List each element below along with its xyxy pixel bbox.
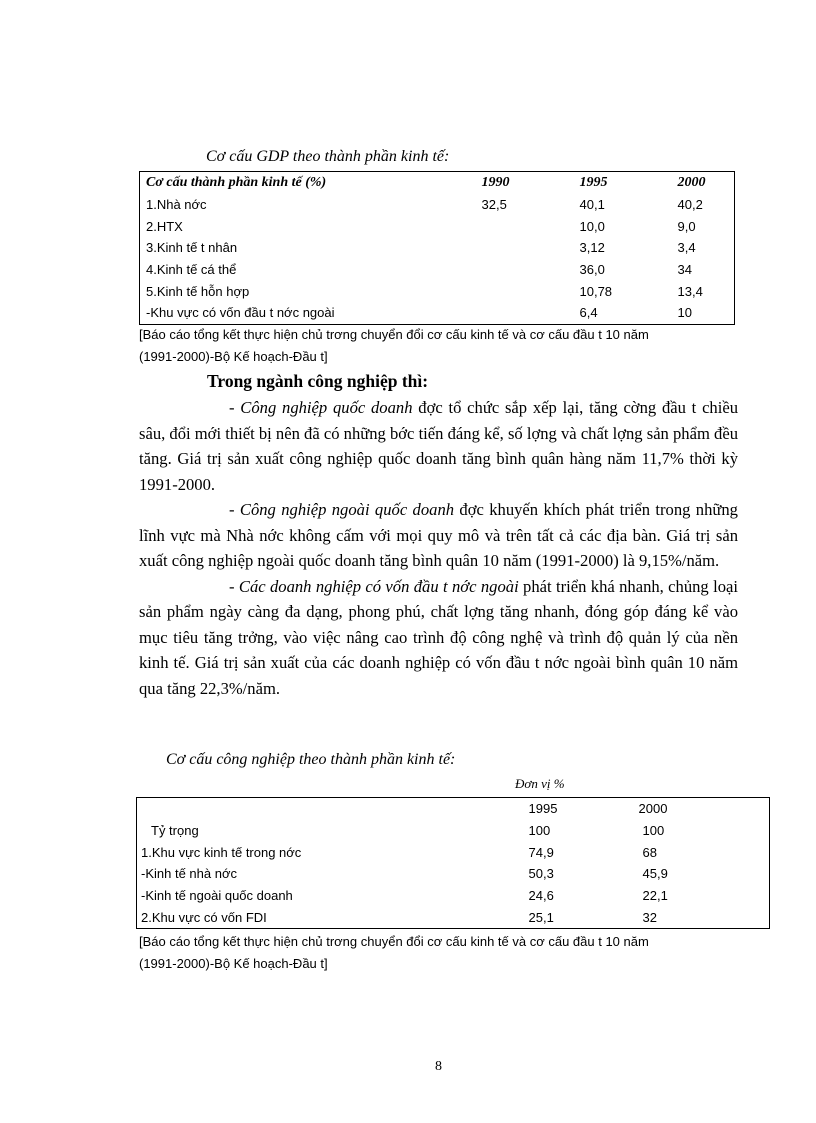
cell: 13,4 bbox=[677, 283, 703, 299]
table-header-row bbox=[137, 798, 770, 820]
row-label: 3.Kinh tế t nhân bbox=[146, 240, 238, 256]
cell: 3,4 bbox=[677, 240, 696, 256]
table-row bbox=[140, 215, 735, 237]
source-line: [Báo cáo tổng kết thực hiện chủ trơng chuyển đổi cơ cấu kinh tế và cơ cấu đầu t 10 năm bbox=[139, 327, 649, 342]
cell: 74,9 bbox=[528, 844, 554, 860]
gdp-structure-table bbox=[139, 171, 735, 325]
paragraph-lead: - Công nghiệp quốc doanh bbox=[229, 398, 413, 417]
cell: 10 bbox=[677, 305, 692, 321]
row-label: 1.Khu vực kinh tế trong nớc bbox=[141, 844, 302, 860]
paragraph bbox=[139, 574, 738, 702]
page-number: 8 bbox=[435, 1059, 442, 1074]
row-label: -Khu vực có vốn đầu t nớc ngoài bbox=[146, 305, 335, 321]
cell: 10,0 bbox=[579, 218, 605, 234]
paragraph bbox=[139, 497, 738, 574]
cell bbox=[476, 215, 574, 237]
table-row bbox=[137, 820, 770, 842]
cell: 10,78 bbox=[579, 283, 613, 299]
cell: 68 bbox=[642, 844, 657, 860]
cell: 34 bbox=[677, 262, 692, 278]
table2-source bbox=[139, 931, 649, 975]
source-line: (1991-2000)-Bộ Kế hoạch-Đầu t] bbox=[139, 956, 328, 971]
cell: 100 bbox=[528, 823, 551, 839]
cell: 25,1 bbox=[528, 909, 554, 925]
table-row bbox=[140, 259, 735, 281]
header-cell: 1990 bbox=[481, 174, 510, 190]
cell: 6,4 bbox=[579, 305, 598, 321]
paragraph-lead: - Công nghiệp ngoài quốc doanh bbox=[229, 500, 455, 519]
paragraph bbox=[139, 395, 738, 497]
cell: 22,1 bbox=[642, 888, 668, 904]
cell: 32 bbox=[642, 909, 657, 925]
row-label: -Kinh tế nhà nớc bbox=[141, 866, 237, 882]
cell: 100 bbox=[642, 823, 665, 839]
cell: 40,1 bbox=[579, 197, 605, 213]
table2-caption: Cơ cấu công nghiệp theo thành phần kinh tế: bbox=[166, 751, 456, 768]
table-row bbox=[137, 841, 770, 863]
cell bbox=[476, 259, 574, 281]
table-header-row bbox=[140, 172, 735, 194]
row-label: 4.Kinh tế cá thể bbox=[146, 262, 237, 278]
header-cell: 1995 bbox=[528, 801, 558, 817]
source-line: [Báo cáo tổng kết thực hiện chủ trơng chuyển đổi cơ cấu kinh tế và cơ cấu đầu t 10 năm bbox=[139, 934, 649, 949]
header-cell: Cơ cấu thành phần kinh tế (%) bbox=[146, 174, 327, 190]
table-row bbox=[137, 885, 770, 907]
cell: 24,6 bbox=[528, 888, 554, 904]
table1-caption: Cơ cấu GDP theo thành phần kinh tế: bbox=[206, 148, 450, 165]
paragraph-lead: - Các doanh nghiệp có vốn đầu t nớc ngoài bbox=[229, 576, 519, 596]
cell bbox=[476, 237, 574, 259]
body-text bbox=[139, 395, 738, 701]
cell: 40,2 bbox=[677, 197, 703, 213]
cell: 50,3 bbox=[528, 866, 554, 882]
cell: 32,5 bbox=[481, 197, 507, 213]
cell: 9,0 bbox=[677, 218, 696, 234]
table-row bbox=[140, 302, 735, 324]
header-cell: 1995 bbox=[579, 174, 608, 190]
row-label: 2.Khu vực có vốn FDI bbox=[141, 909, 267, 925]
paragraph-text: đợc tổ chức sắp xếp lại, tăng cờng đầu t chiều sâu, đổi mới thiết bị nên đã có những bớc tiến đáng kể, số lợng và chất lợng sản phẩm đều tăng. Giá trị sản xuất công nghiệp quốc doanh tăng bình quân hàng năm 11,7% thời kỳ 1991-2000. bbox=[139, 398, 739, 494]
row-label: 1.Nhà nớc bbox=[146, 197, 207, 213]
header-cell: 2000 bbox=[677, 174, 706, 190]
industry-structure-table bbox=[136, 797, 770, 929]
cell bbox=[476, 280, 574, 302]
row-label: -Kinh tế ngoài quốc doanh bbox=[141, 888, 293, 904]
unit-label: Đơn vị % bbox=[515, 776, 565, 791]
cell: 45,9 bbox=[642, 866, 668, 882]
row-label: 2.HTX bbox=[146, 218, 183, 234]
row-label: Tỷ trọng bbox=[151, 823, 199, 839]
source-line: (1991-2000)-Bộ Kế hoạch-Đầu t] bbox=[139, 349, 328, 364]
cell: 3,12 bbox=[579, 240, 605, 256]
table-row bbox=[140, 237, 735, 259]
cell bbox=[476, 302, 574, 324]
table-row bbox=[140, 194, 735, 216]
row-label: 5.Kinh tế hỗn hợp bbox=[146, 283, 250, 299]
table-row bbox=[137, 863, 770, 885]
paragraph-text: phát triển khá nhanh, chủng loại sản phẩm ngày càng đa dạng, phong phú, chất lợng tăng nhanh, đóng góp đáng kể vào mục tiêu tăng trởng, vào việc nâng cao trình độ công nghệ và trình độ quản lý của nền kinh tế. Giá trị sản xuất của các doanh nghiệp có vốn đầu t nớc ngoài bình quân 10 năm qua tăng 22,3%/năm. bbox=[139, 576, 738, 698]
table-row bbox=[137, 906, 770, 928]
paragraph-text: đợc khuyến khích phát triển trong những lĩnh vực mà Nhà nớc không cấm với mọi quy mô và trên tất cả các địa bàn. Giá trị sản xuất công nghiệp ngoài quốc doanh tăng bình quân 10 năm (1991-2000) là 9,15%/năm. bbox=[139, 500, 738, 570]
table-row bbox=[140, 280, 735, 302]
header-cell: 2000 bbox=[638, 801, 668, 817]
table1-source bbox=[139, 324, 649, 368]
section-heading: Trong ngành công nghiệp thì: bbox=[207, 371, 429, 391]
cell: 36,0 bbox=[579, 262, 605, 278]
header-cell bbox=[137, 798, 507, 820]
